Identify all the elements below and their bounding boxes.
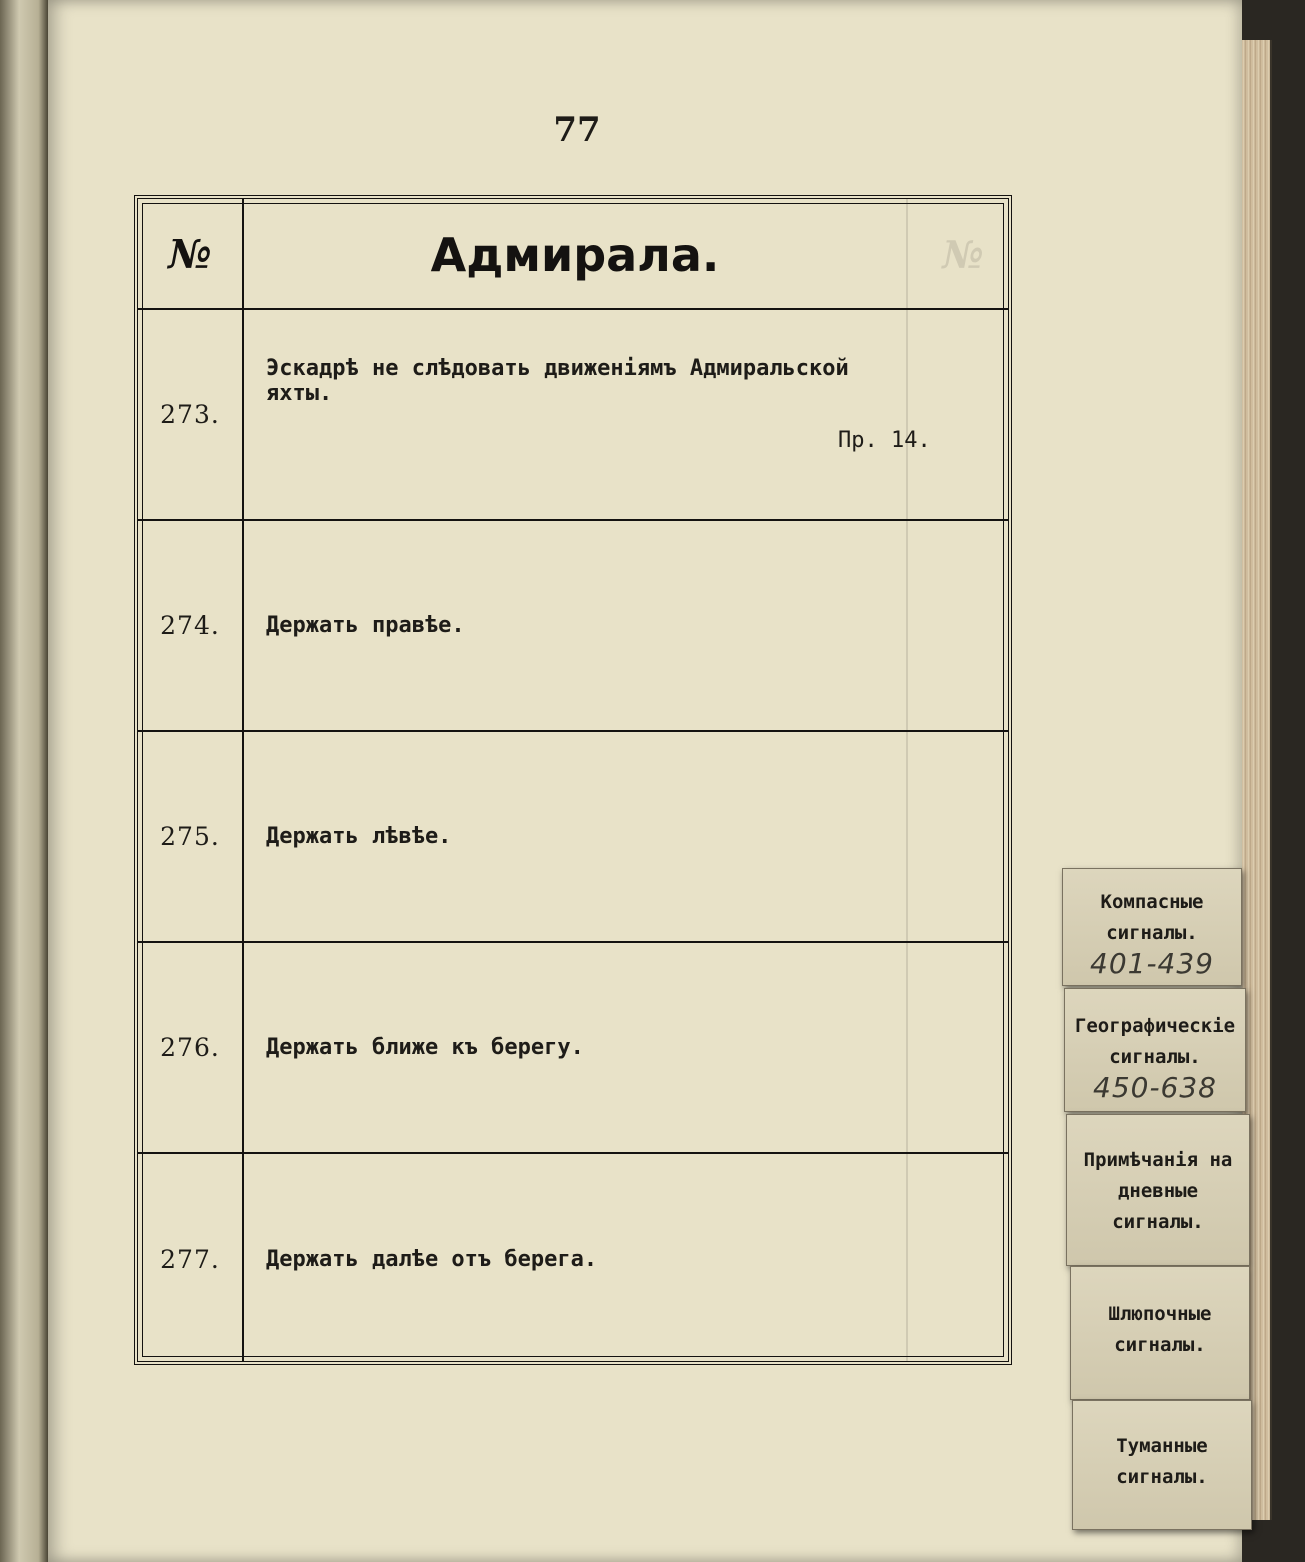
page-number: 77 [553,110,601,150]
signal-text: Держать ближе къ берегу. [266,1035,584,1060]
signal-number: 273. [160,400,220,429]
signal-number: 277. [160,1245,220,1274]
tab-label: Шлюпочные [1108,1303,1212,1325]
tab-label: дневные [1117,1180,1199,1202]
signal-number: 274. [160,611,220,640]
tab-label: Туманные [1116,1435,1208,1457]
tab-label: сигналы. [1109,1046,1201,1068]
table-row [138,521,1008,732]
tab-label: сигналы. [1114,1334,1206,1356]
signal-number: 276. [160,1033,220,1062]
left-page-edge [0,0,48,1562]
table-row [138,1154,1008,1365]
bleed-through-header: № [942,232,984,277]
tab-day-signal-notes[interactable] [1066,1114,1250,1266]
table-row [138,943,1008,1154]
tab-label: Компасные [1100,891,1204,913]
signal-text: Держать правѣе. [266,613,465,638]
tab-label: Примѣчанія на [1083,1149,1233,1171]
signal-number: 275. [160,822,220,851]
tab-label: сигналы. [1116,1466,1208,1488]
tab-label: Географическіе [1074,1015,1236,1037]
signal-text: Эскадрѣ не слѣдовать движеніямъ Адмиральской яхты. [266,356,849,406]
tab-compass-signals[interactable] [1062,868,1242,986]
handwritten-range: 401-439 [1090,947,1214,980]
signal-text: Держать лѣвѣе. [266,824,452,849]
table-row [138,732,1008,943]
signals-table [134,195,1012,1365]
tab-boat-signals[interactable] [1070,1266,1250,1400]
table-row [138,310,1008,521]
signal-reference: Пр. 14. [838,428,931,453]
signal-text: Держать далѣе отъ берега. [266,1247,598,1272]
tab-label: сигналы. [1106,922,1198,944]
header-title: Адмирала. [430,227,720,282]
tab-geographic-signals[interactable] [1064,988,1246,1112]
header-number-symbol: № [168,231,212,278]
tab-label: сигналы. [1112,1211,1204,1233]
table-header [138,199,1008,310]
tab-fog-signals[interactable] [1072,1400,1252,1530]
handwritten-range: 450-638 [1093,1071,1217,1104]
